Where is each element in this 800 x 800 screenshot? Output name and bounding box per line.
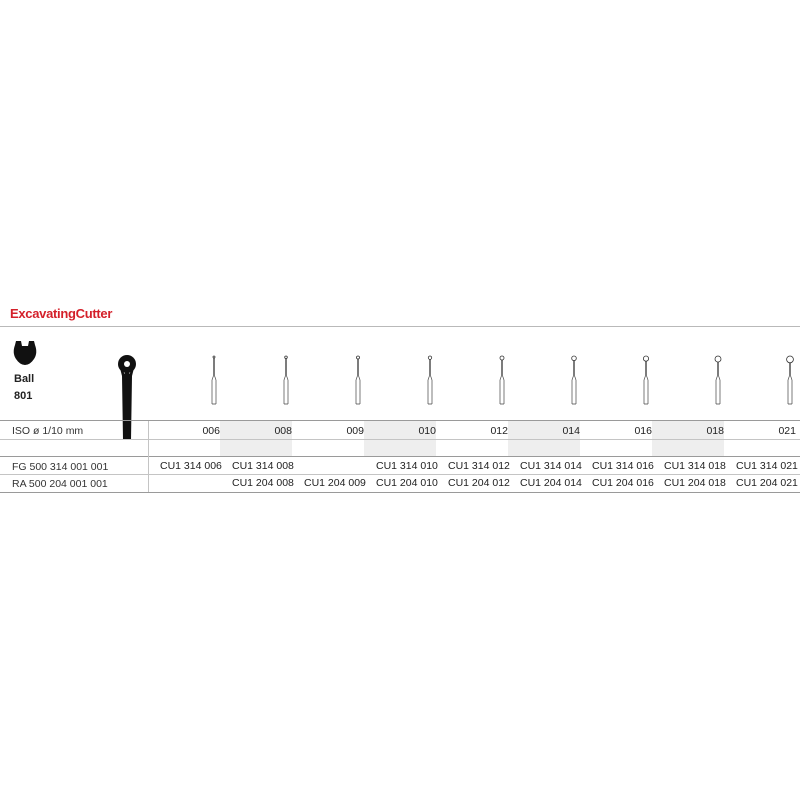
shape-name: Ball [14, 373, 35, 385]
fg-code-006: CU1 314 006 [160, 460, 222, 472]
product-title: ExcavatingCutter [10, 306, 113, 321]
ra-code-012: CU1 204 012 [448, 477, 510, 489]
iso-size-006: 006 [202, 425, 220, 437]
bur-instrument-icon [112, 354, 142, 440]
bur-018-icon [711, 352, 725, 406]
bur-012-icon [495, 352, 509, 406]
fg-code-016: CU1 314 016 [592, 460, 654, 472]
codes-top-rule [0, 456, 800, 457]
bur-009-icon [351, 352, 365, 406]
iso-size-009: 009 [346, 425, 364, 437]
ra-code-021: CU1 204 021 [736, 477, 798, 489]
iso-row-rule [0, 439, 800, 440]
iso-size-010: 010 [418, 425, 436, 437]
label-column-divider [148, 421, 149, 492]
iso-size-021: 021 [778, 425, 796, 437]
ra-code-016: CU1 204 016 [592, 477, 654, 489]
fg-code-021: CU1 314 021 [736, 460, 798, 472]
table-top-rule [0, 420, 800, 421]
fg-code-014: CU1 314 014 [520, 460, 582, 472]
shape-code: 801 [14, 390, 33, 402]
iso-size-018: 018 [706, 425, 724, 437]
bur-008-icon [279, 352, 293, 406]
title-divider [0, 326, 800, 327]
iso-label: ISO ø 1/10 mm [12, 425, 84, 437]
ra-code-008: CU1 204 008 [232, 477, 294, 489]
bur-006-icon [207, 352, 221, 406]
ra-code-010: CU1 204 010 [376, 477, 438, 489]
bur-016-icon [639, 352, 653, 406]
fg-code-010: CU1 314 010 [376, 460, 438, 472]
fg-code-018: CU1 314 018 [664, 460, 726, 472]
iso-size-016: 016 [634, 425, 652, 437]
ra-row-label: RA 500 204 001 001 [12, 478, 108, 490]
table-bottom-rule [0, 492, 800, 493]
iso-size-014: 014 [562, 425, 580, 437]
bur-021-icon [783, 352, 797, 406]
fg-code-012: CU1 314 012 [448, 460, 510, 472]
fg-row-rule [0, 474, 800, 475]
iso-size-008: 008 [274, 425, 292, 437]
bur-014-icon [567, 352, 581, 406]
ra-code-018: CU1 204 018 [664, 477, 726, 489]
ball-shape-icon [12, 337, 38, 367]
fg-row-label: FG 500 314 001 001 [12, 461, 109, 473]
ra-code-009: CU1 204 009 [304, 477, 366, 489]
bur-010-icon [423, 352, 437, 406]
iso-size-012: 012 [490, 425, 508, 437]
fg-code-008: CU1 314 008 [232, 460, 294, 472]
ra-code-014: CU1 204 014 [520, 477, 582, 489]
